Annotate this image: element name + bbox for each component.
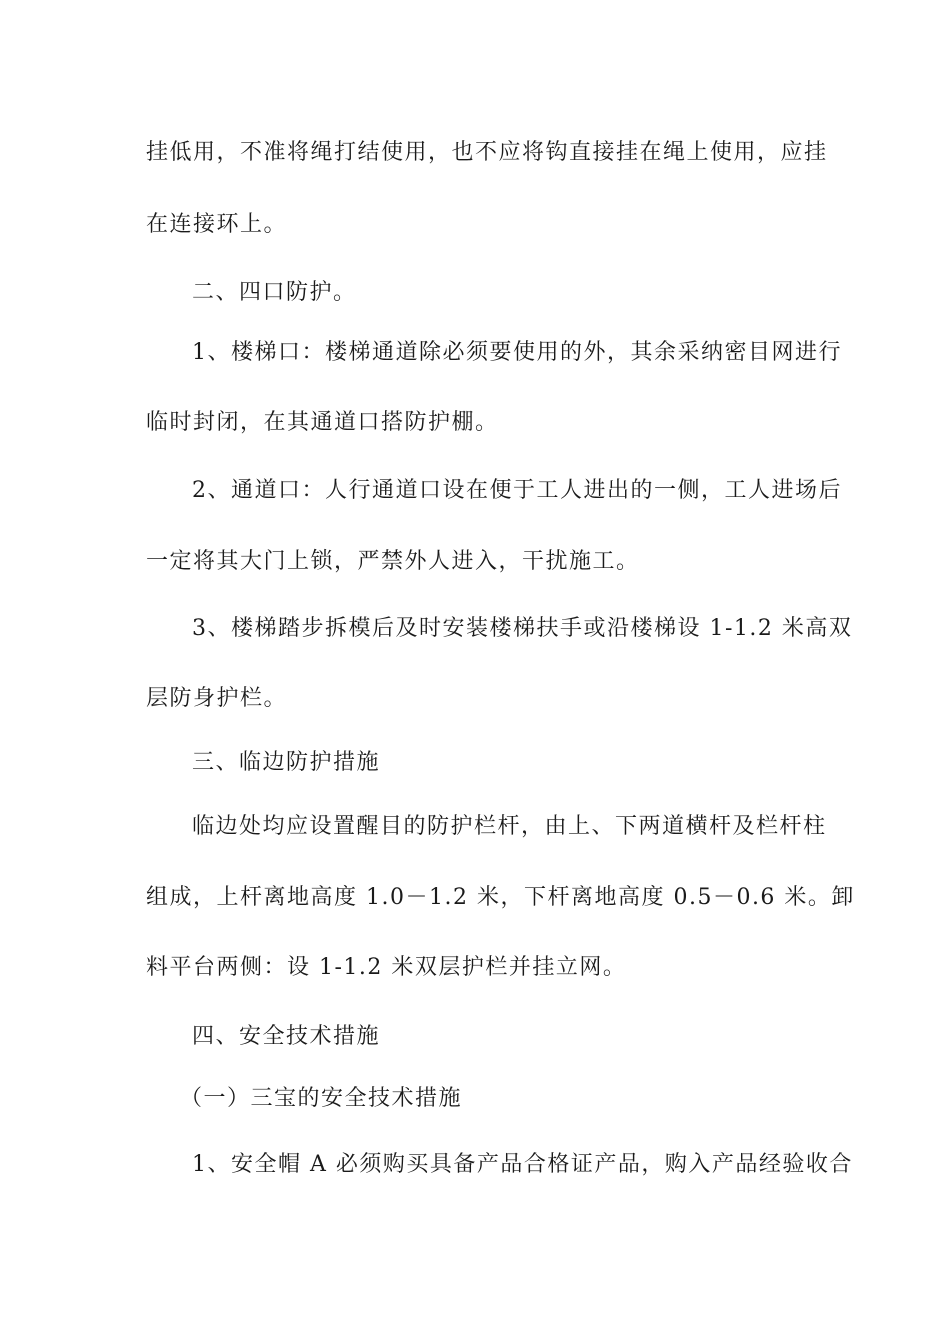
body-text-line: 临时封闭，在其通道口搭防护棚。: [146, 410, 499, 435]
body-text-line: 一定将其大门上锁，严禁外人进入，干扰施工。: [146, 549, 640, 574]
body-text-line: 临边处均应设置醒目的防护栏杆，由上、下两道横杆及栏杆柱: [192, 814, 827, 839]
section-heading: 四、安全技术措施: [192, 1024, 381, 1049]
section-heading: 二、四口防护。: [192, 280, 357, 305]
body-text-line: 料平台两侧：设 1-1.2 米双层护栏并挂立网。: [146, 955, 627, 980]
section-heading: 三、临边防护措施: [192, 750, 381, 775]
body-text-line: 1、安全帽 A 必须购买具备产品合格证产品，购入产品经验收合: [192, 1152, 853, 1177]
body-text-line: 挂低用，不准将绳打结使用，也不应将钩直接挂在绳上使用，应挂: [146, 140, 828, 165]
body-text-line: 3、楼梯踏步拆模后及时安装楼梯扶手或沿楼梯设 1-1.2 米高双: [192, 616, 853, 641]
body-text-line: 组成，上杆离地高度 1.0－1.2 米，下杆离地高度 0.5－0.6 米。卸: [146, 885, 855, 910]
body-text-line: 层防身护栏。: [146, 686, 288, 711]
subsection-heading: （一）三宝的安全技术措施: [180, 1086, 463, 1111]
body-text-line: 在连接环上。: [146, 212, 288, 237]
body-text-line: 1、楼梯口：楼梯通道除必须要使用的外，其余采纳密目网进行: [192, 340, 842, 365]
body-text-line: 2、通道口：人行通道口设在便于工人进出的一侧，工人进场后: [192, 478, 842, 503]
